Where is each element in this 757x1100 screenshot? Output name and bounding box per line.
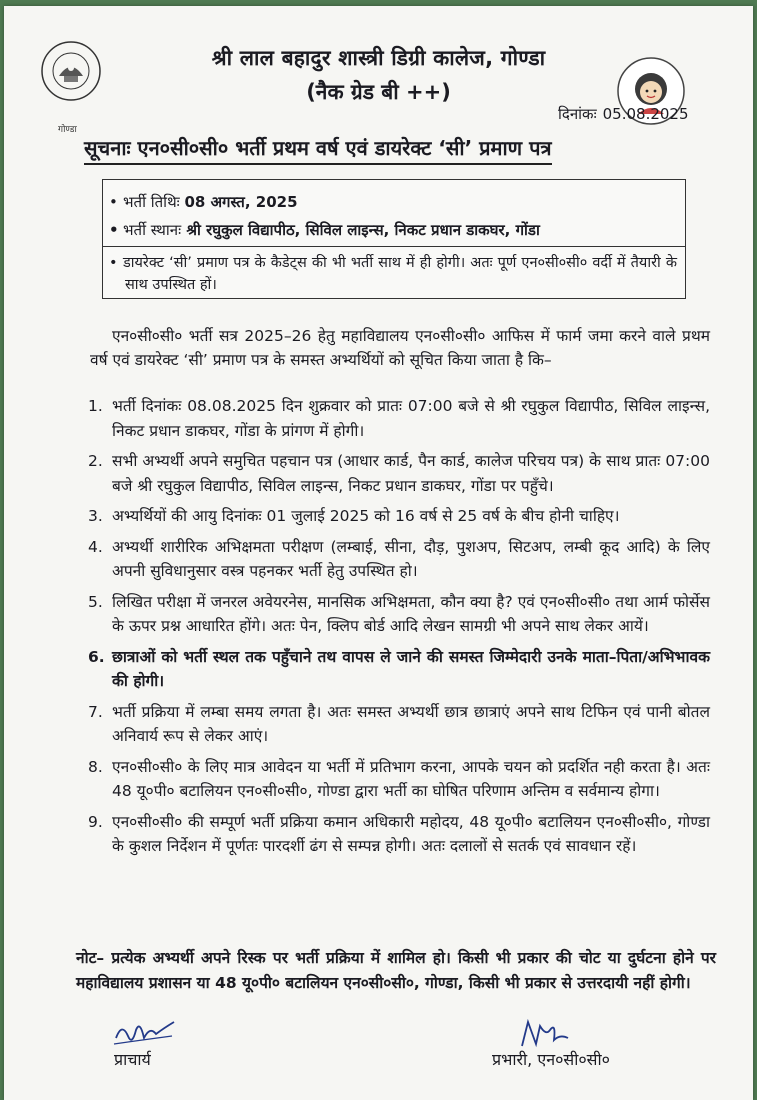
recruitment-date-row — [109, 192, 298, 212]
notice-sheet — [4, 6, 753, 1100]
principal-signature-label: प्राचार्य — [114, 1050, 151, 1069]
naac-grade: (नैक ग्रेड बी ++) — [306, 80, 451, 104]
notice-date — [552, 104, 689, 124]
ncc-incharge-signature-label: प्रभारी, एन०सी०सी० — [492, 1050, 610, 1069]
disclaimer-note: नोट– प्रत्येक अभ्यर्थी अपने रिस्क पर भर्ती प्रक्रिया में शामिल हो। किसी भी प्रकार की चोट या दुर्घटना होने पर महाविद्यालय प्रशासन या 48 यू०पी० बटालियन एन०सी०सी०, गोण्डा, किसी भी प्रकार से उत्तरदायी नहीं होगी। — [76, 949, 716, 992]
intro-paragraph: एन०सी०सी० भर्ती सत्र 2025–26 हेतु महाविद्यालय एन०सी०सी० आफिस में फार्म जमा करने वाले प्रथम वर्ष एवं डायरेक्ट ‘सी’ प्रमाण पत्र के समस्त अभ्यर्थियों को सूचित किया जाता है कि– — [90, 327, 710, 369]
list-item: 2. सभी अभ्यर्थी अपने समुचित पहचान पत्र (आधार कार्ड, पैन कार्ड, कालेज परिचय पत्र) के साथ प्रातः 07:00 बजे श्री रघुकुल विद्यापीठ, सिविल लाइन्स, निकट प्रधान डाकघर, गोंडा पर पहुँचे। — [88, 452, 710, 495]
recruitment-place-label: भर्ती स्थानः — [123, 221, 182, 239]
divider — [103, 246, 685, 247]
bullet-icon: • — [109, 255, 118, 271]
list-item: 3. अभ्यर्थियों की आयु दिनांकः 01 जुलाई 2025 को 16 वर्ष से 25 वर्ष के बीच होनी चाहिए। — [88, 507, 620, 525]
cadet-note — [109, 252, 677, 296]
cadet-note-text: डायरेक्ट ‘सी’ प्रमाण पत्र के कैडेट्स की भी भर्ती साथ में ही होगी। अतः पूर्ण एन०सी०सी० वर्दी में तैयारी के साथ उपस्थित हों। — [123, 255, 677, 293]
handwritten-signature-icon — [112, 1016, 182, 1050]
bullet-icon: • — [109, 193, 118, 211]
list-item: 1. भर्ती दिनांकः 08.08.2025 दिन शुक्रवार को प्रातः 07:00 बजे से श्री रघुकुल विद्यापीठ, सिविल लाइन्स, निकट प्रधान डाकघर, गोंडा के प्रांगण में होगी। — [88, 397, 710, 440]
college-name: श्री लाल बहादुर शास्त्री डिग्री कालेज, गोण्डा — [211, 46, 546, 70]
bullet-icon: • — [109, 221, 119, 239]
list-item: 6. छात्राओं को भर्ती स्थल तक पहुँचाने तथ वापस ले जाने की समस्त जिम्मेदारी उनके माता–पिता/अभिभावक की होगी। — [88, 647, 710, 690]
list-item: 7. भर्ती प्रक्रिया में लम्बा समय लगता है। अतः समस्त अभ्यर्थी छात्र छात्राएं अपने साथ टिफिन एवं पानी बोतल अनिवार्य रूप से लेकर आएं। — [88, 702, 710, 745]
recruitment-date-label: भर्ती तिथिः — [123, 193, 180, 211]
recruitment-place-value: श्री रघुकुल विद्यापीठ, सिविल लाइन्स, निकट प्रधान डाकघर, गोंडा — [186, 221, 540, 239]
notice-title: सूचनाः एन०सी०सी० भर्ती प्रथम वर्ष एवं डायरेक्ट ‘सी’ प्रमाण पत्र — [84, 134, 552, 165]
letterhead — [4, 34, 753, 135]
list-item: 4. अभ्यर्थी शारीरिक अभिक्षमता परीक्षण (लम्बाई, सीना, दौड़, पुशअप, सिटअप, लम्बी कूद आदि) के लिए अपनी सुविधानुसार वस्त्र पहनकर भर्ती हेतु उपस्थित हो। — [88, 537, 710, 580]
list-item: 9. एन०सी०सी० की सम्पूर्ण भर्ती प्रक्रिया कमान अधिकारी महोदय, 48 यू०पी० बटालियन एन०सी०सी०, गोण्डा के कुशल निर्देशन में पूर्णतः पारदर्शी ढंग से सम्पन्न होगी। अतः दलालों से सतर्क एवं सावधान रहें। — [88, 812, 710, 855]
recruitment-date-value: 08 अगस्त, 2025 — [184, 193, 298, 211]
handwritten-signature-icon — [516, 1016, 576, 1052]
date-value: 05.08.2025 — [602, 105, 689, 123]
list-item: 8. एन०सी०सी० के लिए मात्र आवेदन या भर्ती में प्रतिभाग करना, आपके चयन को प्रदर्शित नही करता है। अतः 48 यू०पी० बटालियन एन०सी०सी०, गोण्डा द्वारा भर्ती का घोषित परिणाम अन्तिम व सर्वमान्य होगा। — [88, 757, 710, 800]
seal-caption: गोण्डा — [58, 125, 77, 135]
date-label: दिनांकः — [558, 105, 597, 123]
recruitment-info-box — [102, 179, 686, 299]
instruction-list — [88, 394, 710, 865]
list-item: 5. लिखित परीक्षा में जनरल अवेयरनेस, मानसिक अभिक्षमता, कौन क्या है? एवं एन०सी०सी० तथा आर्म फोर्सेस के ऊपर प्रश्न आधारित होंगे। अतः पेन, क्लिप बोर्ड आदि लेखन सामग्री भी अपने साथ लेकर आयें। — [88, 592, 710, 635]
recruitment-place-row — [109, 220, 540, 240]
